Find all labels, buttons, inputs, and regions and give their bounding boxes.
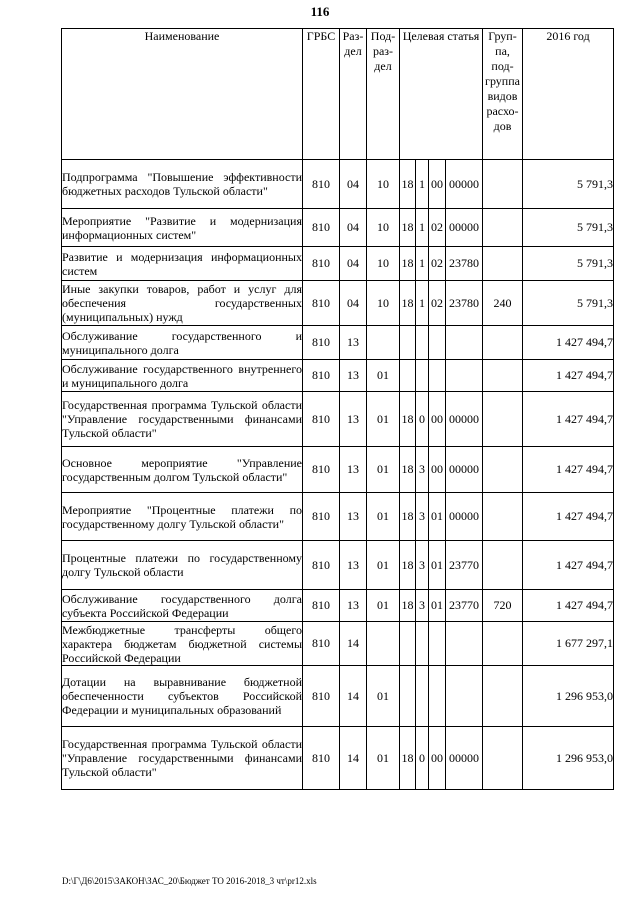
row-target-measure: 02 <box>429 281 446 326</box>
row-grbs: 810 <box>303 622 340 666</box>
row-target-measure <box>429 622 446 666</box>
row-expense-type <box>483 447 523 493</box>
row-target-direction <box>446 666 483 727</box>
row-subsection: 01 <box>367 493 400 541</box>
header-name: Наименование <box>62 29 303 160</box>
row-target-program: 18 <box>400 493 416 541</box>
row-target-measure <box>429 360 446 392</box>
row-section: 14 <box>340 666 367 727</box>
row-section: 13 <box>340 493 367 541</box>
row-section: 13 <box>340 392 367 447</box>
table-row <box>62 727 614 790</box>
row-target-direction: 23770 <box>446 541 483 590</box>
row-target-subprogram <box>416 360 429 392</box>
row-target-subprogram: 1 <box>416 247 429 281</box>
row-section: 04 <box>340 281 367 326</box>
row-target-subprogram <box>416 326 429 360</box>
row-grbs: 810 <box>303 209 340 247</box>
row-name: Мероприятие "Развитие и модернизация информационных систем" <box>62 209 303 247</box>
row-target-subprogram: 3 <box>416 590 429 622</box>
row-section: 13 <box>340 326 367 360</box>
row-expense-type <box>483 541 523 590</box>
row-target-program: 18 <box>400 281 416 326</box>
row-target-measure: 00 <box>429 392 446 447</box>
header-target-article: Целевая статья <box>400 29 483 160</box>
row-target-measure: 02 <box>429 247 446 281</box>
table-row <box>62 326 614 360</box>
row-sum-2016: 1 427 494,7 <box>523 392 614 447</box>
table-row <box>62 281 614 326</box>
row-name: Основное мероприятие "Управление государственным долгом Тульской области" <box>62 447 303 493</box>
row-grbs: 810 <box>303 281 340 326</box>
table-header-row <box>62 29 614 160</box>
row-grbs: 810 <box>303 493 340 541</box>
row-target-program: 18 <box>400 541 416 590</box>
row-target-direction: 00000 <box>446 392 483 447</box>
table-row <box>62 360 614 392</box>
row-target-subprogram: 1 <box>416 209 429 247</box>
row-target-program: 18 <box>400 392 416 447</box>
row-grbs: 810 <box>303 392 340 447</box>
row-subsection: 01 <box>367 666 400 727</box>
row-section: 14 <box>340 622 367 666</box>
row-sum-2016: 1 677 297,1 <box>523 622 614 666</box>
row-target-direction: 00000 <box>446 727 483 790</box>
row-sum-2016: 1 427 494,7 <box>523 493 614 541</box>
row-target-subprogram: 1 <box>416 160 429 209</box>
row-section: 04 <box>340 160 367 209</box>
row-target-program: 18 <box>400 160 416 209</box>
table-row <box>62 209 614 247</box>
row-expense-type <box>483 392 523 447</box>
row-section: 04 <box>340 247 367 281</box>
row-target-subprogram <box>416 666 429 727</box>
row-target-program: 18 <box>400 447 416 493</box>
row-name: Иные закупки товаров, работ и услуг для обеспечения государственных (муниципальных) нужд <box>62 282 302 324</box>
file-path-footer: D:\Г\Д6\2015\ЗАКОН\ЗАС_20\Бюджет ТО 2016-2018_3 чт\pr12.xls <box>62 876 317 886</box>
row-target-program <box>400 326 416 360</box>
row-grbs: 810 <box>303 666 340 727</box>
row-name: Дотации на выравнивание бюджетной обеспеченности субъектов Российской Федерации и муниципальных образований <box>62 666 303 727</box>
table-row <box>62 160 614 209</box>
row-subsection: 10 <box>367 247 400 281</box>
row-subsection: 01 <box>367 541 400 590</box>
row-target-measure <box>429 666 446 727</box>
row-target-program: 18 <box>400 209 416 247</box>
row-sum-2016: 1 427 494,7 <box>523 590 614 622</box>
row-expense-type: 240 <box>483 281 523 326</box>
row-name: Межбюджетные трансферты общего характера бюджетам бюджетной системы Российской Федерации <box>62 622 302 665</box>
row-target-subprogram: 3 <box>416 493 429 541</box>
row-name: Обслуживание государственного внутреннего и муниципального долга <box>62 361 302 390</box>
row-target-direction: 23780 <box>446 247 483 281</box>
row-name: Развитие и модернизация информационных систем <box>62 247 303 281</box>
row-grbs: 810 <box>303 160 340 209</box>
row-name: Обслуживание государственного долга субъекта Российской Федерации <box>62 591 302 620</box>
row-target-direction <box>446 360 483 392</box>
row-sum-2016: 1 427 494,7 <box>523 447 614 493</box>
row-target-program <box>400 622 416 666</box>
header-year: 2016 год <box>523 29 614 160</box>
row-target-subprogram: 3 <box>416 541 429 590</box>
row-target-measure: 00 <box>429 727 446 790</box>
row-name: Процентные платежи по государственному долгу Тульской области <box>62 541 303 590</box>
row-section: 13 <box>340 590 367 622</box>
row-grbs: 810 <box>303 590 340 622</box>
row-expense-type <box>483 247 523 281</box>
row-name: Государственная программа Тульской области "Управление государственными финансами Тульской области" <box>62 392 303 447</box>
row-target-subprogram: 0 <box>416 727 429 790</box>
table-row <box>62 392 614 447</box>
row-target-direction: 23780 <box>446 281 483 326</box>
row-sum-2016: 1 427 494,7 <box>523 541 614 590</box>
row-target-subprogram: 0 <box>416 392 429 447</box>
row-subsection: 01 <box>367 392 400 447</box>
row-section: 13 <box>340 541 367 590</box>
row-grbs: 810 <box>303 541 340 590</box>
header-grbs: ГРБС <box>303 29 340 160</box>
table-row <box>62 590 614 622</box>
row-sum-2016: 1 296 953,0 <box>523 727 614 790</box>
budget-table <box>61 28 614 790</box>
row-grbs: 810 <box>303 360 340 392</box>
row-section: 13 <box>340 360 367 392</box>
row-expense-type: 720 <box>483 590 523 622</box>
row-subsection: 01 <box>367 360 400 392</box>
row-sum-2016: 1 427 494,7 <box>523 326 614 360</box>
row-target-program: 18 <box>400 247 416 281</box>
row-name: Подпрограмма "Повышение эффективности бюджетных расходов Тульской области" <box>62 160 303 209</box>
row-expense-type <box>483 209 523 247</box>
row-target-program <box>400 666 416 727</box>
table-body <box>62 160 614 790</box>
row-subsection: 01 <box>367 727 400 790</box>
row-sum-2016: 5 791,3 <box>523 160 614 209</box>
row-expense-type <box>483 493 523 541</box>
row-section: 04 <box>340 209 367 247</box>
row-expense-type <box>483 360 523 392</box>
row-sum-2016: 1 296 953,0 <box>523 666 614 727</box>
row-name: Обслуживание государственного и муниципального долга <box>62 326 303 360</box>
table-row <box>62 666 614 727</box>
row-section: 14 <box>340 727 367 790</box>
row-expense-type <box>483 160 523 209</box>
row-sum-2016: 5 791,3 <box>523 281 614 326</box>
header-section: Раз- дел <box>340 29 367 160</box>
header-expense-group: Груп- па, под- группа видов расхо- дов <box>483 29 523 160</box>
row-expense-type <box>483 666 523 727</box>
row-target-measure: 00 <box>429 447 446 493</box>
row-target-program: 18 <box>400 727 416 790</box>
row-subsection: 01 <box>367 447 400 493</box>
row-grbs: 810 <box>303 247 340 281</box>
row-target-subprogram: 1 <box>416 281 429 326</box>
row-subsection <box>367 326 400 360</box>
row-target-measure: 01 <box>429 493 446 541</box>
row-target-direction <box>446 622 483 666</box>
row-target-measure: 01 <box>429 590 446 622</box>
row-target-program: 18 <box>400 590 416 622</box>
row-subsection: 10 <box>367 209 400 247</box>
row-target-subprogram: 3 <box>416 447 429 493</box>
row-target-direction: 23770 <box>446 590 483 622</box>
row-section: 13 <box>340 447 367 493</box>
row-grbs: 810 <box>303 727 340 790</box>
row-subsection: 10 <box>367 281 400 326</box>
table-row <box>62 447 614 493</box>
row-expense-type <box>483 326 523 360</box>
row-target-measure: 02 <box>429 209 446 247</box>
row-name: Мероприятие "Процентные платежи по государственному долгу Тульской области" <box>62 493 303 541</box>
table-row <box>62 541 614 590</box>
row-target-measure: 01 <box>429 541 446 590</box>
row-expense-type <box>483 622 523 666</box>
row-target-measure <box>429 326 446 360</box>
table-row <box>62 493 614 541</box>
row-target-direction: 00000 <box>446 209 483 247</box>
table-row <box>62 622 614 666</box>
row-sum-2016: 1 427 494,7 <box>523 360 614 392</box>
row-sum-2016: 5 791,3 <box>523 247 614 281</box>
page-number: 116 <box>310 4 330 19</box>
row-subsection: 10 <box>367 160 400 209</box>
row-grbs: 810 <box>303 326 340 360</box>
row-target-direction <box>446 326 483 360</box>
row-sum-2016: 5 791,3 <box>523 209 614 247</box>
row-target-measure: 00 <box>429 160 446 209</box>
table-row <box>62 247 614 281</box>
row-target-direction: 00000 <box>446 447 483 493</box>
row-target-subprogram <box>416 622 429 666</box>
header-subsection: Под- раз- дел <box>367 29 400 160</box>
row-grbs: 810 <box>303 447 340 493</box>
row-target-direction: 00000 <box>446 160 483 209</box>
row-target-program <box>400 360 416 392</box>
row-name: Государственная программа Тульской области "Управление государственными финансами Тульской области" <box>62 727 303 790</box>
row-expense-type <box>483 727 523 790</box>
row-subsection <box>367 622 400 666</box>
row-subsection: 01 <box>367 590 400 622</box>
row-target-direction: 00000 <box>446 493 483 541</box>
